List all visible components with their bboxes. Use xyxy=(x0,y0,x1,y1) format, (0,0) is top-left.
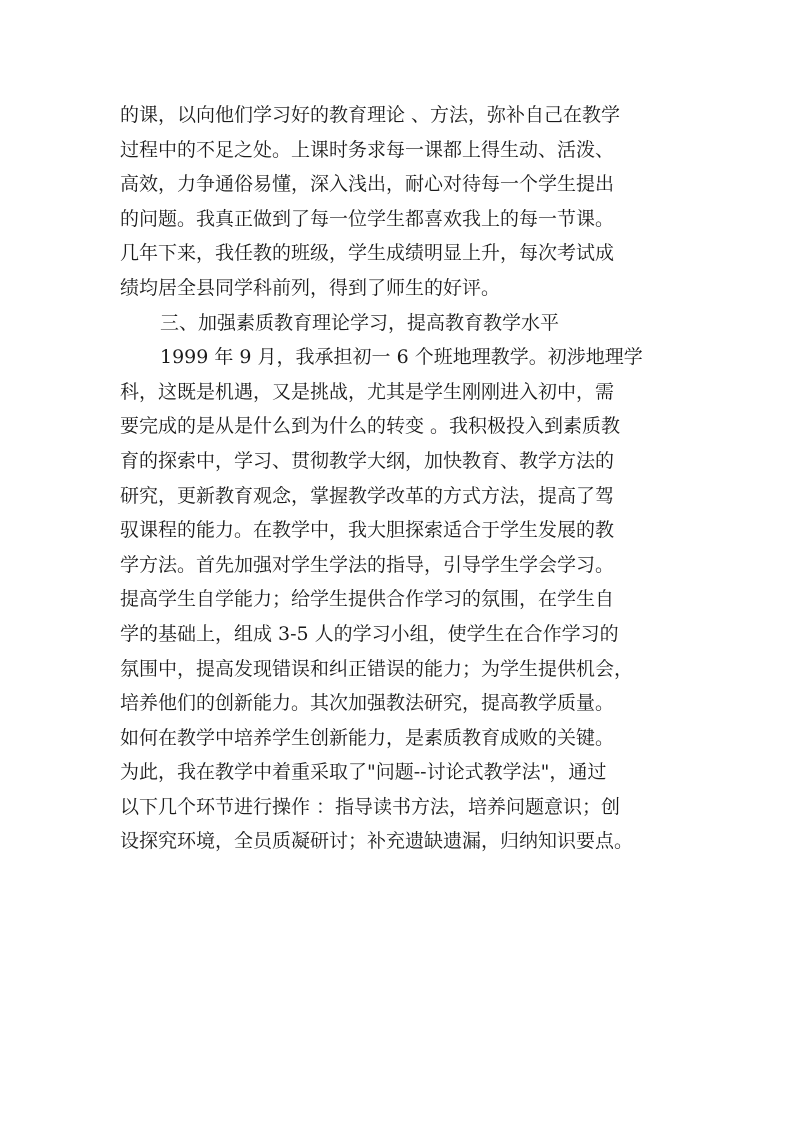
text-line: 研究，更新教育观念，掌握教学改革的方式方法，提高了驾 xyxy=(120,484,615,507)
text-line: 的课，以向他们学习好的教育理论 、方法，弥补自己在教学 xyxy=(120,104,621,126)
text-line: 如何在教学中培养学生创新能力，是素质教育成败的关键。 xyxy=(120,726,615,749)
text-line: 高效，力争通俗易懂，深入浅出，耐心对待每一个学生提出 xyxy=(120,173,615,196)
text-line: 设探究环境，全员质凝研讨；补充遗缺遗漏，归纳知识要点。 xyxy=(120,830,634,853)
text-line: 为此，我在教学中着重采取了"问题--讨论式教学法"，通过 xyxy=(120,761,607,784)
text-line: 学的基础上，组成 3-5 人的学习小组，使学生在合作学习的 xyxy=(120,622,619,645)
text-line: 1999 年 9 月，我承担初一 6 个班地理教学。初涉地理学 xyxy=(160,346,643,369)
text-line: 培养他们的创新能力。其次加强教法研究，提高教学质量。 xyxy=(120,692,615,715)
text-line: 绩均居全县同学科前列，得到了师生的好评。 xyxy=(120,276,501,299)
text-line: 的问题。我真正做到了每一位学生都喜欢我上的每一节课。 xyxy=(120,207,615,230)
body-text xyxy=(120,98,680,859)
text-line: 要完成的是从是什么到为什么的转变 。我积极投入到素质教 xyxy=(120,415,621,438)
text-line: 科，这既是机遇，又是挑战，尤其是学生刚刚进入初中，需 xyxy=(120,380,615,403)
text-line: 育的探索中，学习、贯彻教学大纲，加快教育、教学方法的 xyxy=(120,449,615,472)
text-line: 驭课程的能力。在教学中，我大胆探索适合于学生发展的教 xyxy=(120,519,615,542)
text-line: 提高学生自学能力；给学生提供合作学习的氛围，在学生自 xyxy=(120,588,615,611)
text-line: 过程中的不足之处。上课时务求每一课都上得生动、活泼、 xyxy=(120,138,615,161)
text-line: 氛围中，提高发现错误和纠正错误的能力；为学生提供机会， xyxy=(120,657,634,680)
text-line: 几年下来，我任教的班级，学生成绩明显上升，每次考试成 xyxy=(120,242,615,265)
text-line: 学方法。首先加强对学生学法的指导，引导学生学会学习。 xyxy=(120,553,615,576)
text-line: 以下几个环节进行操作 ：指导读书方法，培养问题意识；创 xyxy=(120,795,621,818)
section-heading: 三、加强素质教育理论学习，提高教育教学水平 xyxy=(160,311,560,334)
